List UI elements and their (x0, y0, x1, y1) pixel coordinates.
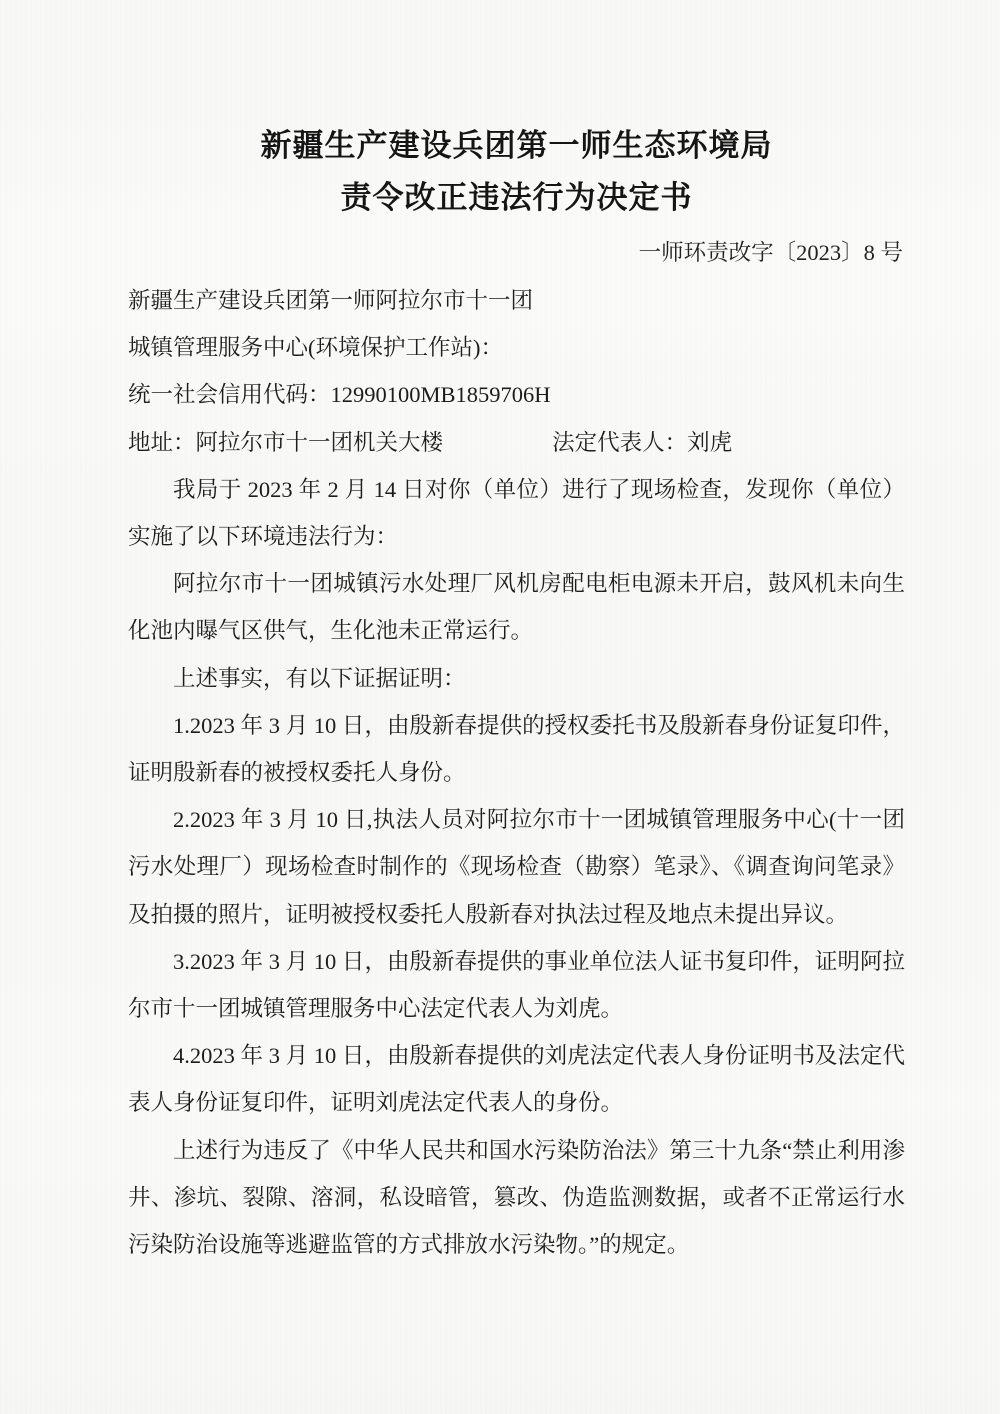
paragraph-evidence-1: 1.2023 年 3 月 10 日，由殷新春提供的授权委托书及殷新春身份证复印件，证明殷新春的被授权委托人身份。 (128, 712, 905, 786)
document-title-line1: 新疆生产建设兵团第一师生态环境局 (260, 128, 773, 163)
paragraph-evidence-intro: 上述事实，有以下证据证明： (173, 665, 466, 691)
document-number: 一师环责改字〔2023〕8 号 (638, 240, 903, 265)
recipient-legal-representative: 法定代表人：刘虎 (552, 429, 733, 455)
paragraph-evidence-2: 2.2023 年 3 月 10 日,执法人员对阿拉尔市十一团城镇管理服务中心(十一团污水处理厂）现场检查时制作的《现场检查（勘察）笔录》、《调查询问笔录》及拍摄的照片，证明被授权委托人殷新春对执法过程及地点未提出异议。 (128, 807, 905, 927)
paragraph-evidence-4: 4.2023 年 3 月 10 日，由殷新春提供的刘虎法定代表人身份证明书及法定代表人身份证复印件，证明刘虎法定代表人的身份。 (128, 1043, 905, 1116)
document-body (128, 277, 905, 1268)
recipient-name-line2: 城镇管理服务中心(环境保护工作站)： (128, 335, 503, 361)
document-header (128, 120, 905, 276)
paragraph-violation: 阿拉尔市十一团城镇污水处理厂风机房配电柜电源未开启，鼓风机未向生化池内曝气区供气，生化池未正常运行。 (128, 571, 905, 644)
document-title-line2: 责令改正违法行为决定书 (340, 180, 693, 215)
recipient-address: 地址：阿拉尔市十一团机关大楼 (128, 429, 444, 455)
recipient-credit-code: 统一社会信用代码：12990100MB1859706H (128, 382, 551, 408)
recipient-name-line1: 新疆生产建设兵团第一师阿拉尔市十一团 (128, 288, 534, 313)
recipient-address-row (128, 419, 905, 466)
paragraph-law-citation: 上述行为违反了《中华人民共和国水污染防治法》第三十九条“禁止利用渗井、渗坑、裂隙、溶洞，私设暗管，篡改、伪造监测数据，或者不正常运行水污染防治设施等逃避监管的方式排放水污染物。”的规定。 (128, 1137, 905, 1258)
paragraph-inspection: 我局于 2023 年 2 月 14 日对你（单位）进行了现场检查，发现你（单位）实施了以下环境违法行为： (128, 476, 905, 550)
paragraph-evidence-3: 3.2023 年 3 月 10 日，由殷新春提供的事业单位法人证书复印件，证明阿拉尔市十一团城镇管理服务中心法定代表人为刘虎。 (128, 948, 905, 1022)
